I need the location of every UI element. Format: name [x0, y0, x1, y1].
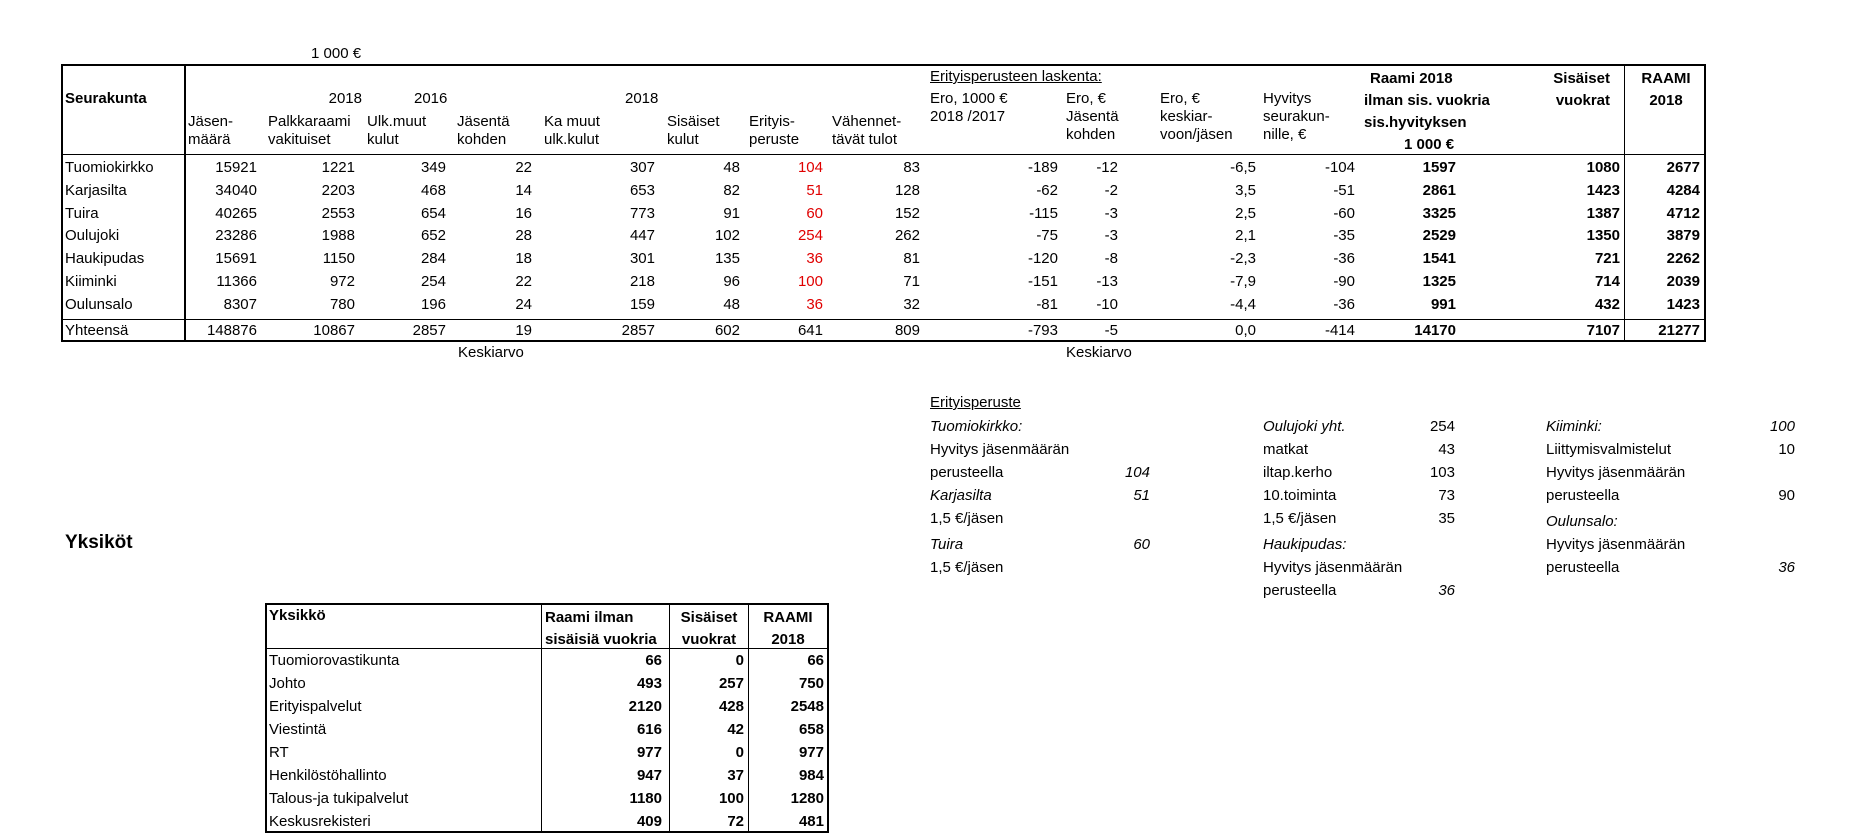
- cell-col-0: 8307: [223, 295, 257, 313]
- unit-cell-col-0: 66: [645, 652, 662, 669]
- cell-col-6: 36: [806, 295, 823, 313]
- header-raami2018: RAAMI 2018: [1641, 70, 1691, 109]
- note-text: perusteella: [930, 464, 1004, 481]
- cell-col-1: 1150: [322, 250, 355, 268]
- cell-col-11: -414: [1324, 322, 1355, 339]
- cell-col-6: 104: [797, 159, 823, 176]
- unit-cell-col-2: 2548: [790, 698, 824, 715]
- cell-col-12: 3325: [1422, 204, 1456, 222]
- cell-col-3: 16: [515, 204, 532, 222]
- cell-col-8: -62: [1036, 181, 1058, 199]
- header-kamuut: Ka muut ulk.kulut: [544, 113, 600, 148]
- unit-cell-col-1: 428: [718, 698, 744, 715]
- cell-col-5: 48: [723, 295, 740, 313]
- cell-col-11: -60: [1333, 204, 1355, 222]
- cell-col-7: 128: [894, 181, 920, 199]
- cell-col-0: 15691: [215, 250, 257, 268]
- cell-col-13: 1387: [1586, 204, 1620, 222]
- unit-cell-col-2: 481: [798, 813, 824, 830]
- header-ero1000: Ero, 1000 € 2018 /2017: [930, 90, 1008, 125]
- cell-col-9: -5: [1104, 322, 1118, 339]
- cell-col-2: 654: [420, 204, 446, 222]
- cell-col-7: 262: [894, 227, 920, 245]
- unit-cell-col-1: 0: [735, 744, 744, 761]
- note-text: Oulunsalo:: [1546, 513, 1618, 530]
- cell-col-8: -120: [1027, 250, 1058, 268]
- cell-col-6: 100: [797, 273, 823, 290]
- keskiarvo-label-2: Keskiarvo: [1066, 344, 1132, 361]
- unit-cell-col-0: 493: [636, 675, 662, 692]
- unit-cell-col-2: 1280: [790, 790, 824, 807]
- note-text: perusteella: [1263, 582, 1337, 599]
- cell-col-9: -3: [1104, 227, 1118, 245]
- cell-col-14: 4284: [1666, 181, 1700, 199]
- cell-col-8: -793: [1027, 322, 1058, 339]
- note-text: Karjasilta: [930, 487, 992, 504]
- unit-cell-col-0: 977: [636, 744, 662, 761]
- cell-col-6: 51: [806, 181, 823, 199]
- cell-col-4: 2857: [621, 322, 655, 339]
- cell-col-13: 714: [1594, 273, 1620, 290]
- cell-col-11: -35: [1333, 227, 1355, 245]
- cell-col-4: 301: [629, 250, 655, 268]
- note-text: 10.toiminta: [1263, 487, 1337, 504]
- unit-cell-col-1: 72: [727, 813, 744, 830]
- cell-col-5: 135: [714, 250, 740, 268]
- note-value: 104: [1124, 464, 1150, 481]
- cell-col-7: 83: [903, 159, 920, 176]
- cell-col-13: 1080: [1586, 159, 1620, 176]
- row-seurakunta-name: Haukipudas: [65, 250, 145, 268]
- header-vahennet: Vähennet- tävät tulot: [832, 113, 902, 148]
- unit-cell-col-2: 66: [807, 652, 824, 669]
- cell-col-5: 48: [723, 159, 740, 176]
- cell-col-10: -7,9: [1230, 273, 1256, 290]
- note-text: Hyvitys jäsenmäärän: [1546, 464, 1686, 481]
- cell-col-1: 972: [329, 273, 355, 290]
- cell-col-13: 1423: [1586, 181, 1620, 199]
- cell-col-5: 96: [723, 273, 740, 290]
- header-erityis: Erityis- peruste: [749, 113, 800, 148]
- cell-col-8: -81: [1036, 295, 1058, 313]
- header-palkkaraami: Palkkaraami vakituiset: [268, 113, 351, 148]
- cell-col-3: 28: [515, 227, 532, 245]
- note-value: 254: [1429, 418, 1455, 435]
- cell-col-4: 773: [629, 204, 655, 222]
- cell-col-12: 1597: [1422, 159, 1456, 176]
- cell-col-10: 2,5: [1235, 204, 1256, 222]
- note-value: 90: [1778, 487, 1795, 504]
- unit-cell-col-0: 2120: [628, 698, 662, 715]
- header-laskenta: Erityisperusteen laskenta:: [930, 68, 1102, 85]
- units-section-title: Yksiköt: [65, 532, 133, 553]
- header-ulkmuut: Ulk.muut kulut: [367, 113, 427, 148]
- cell-col-0: 11366: [216, 273, 257, 290]
- units-header-raami2018: RAAMI 2018: [763, 609, 813, 648]
- unit-row-name: Henkilöstöhallinto: [269, 767, 387, 784]
- units-header-yksikko: Yksikkö: [269, 607, 326, 624]
- cell-col-5: 91: [723, 204, 740, 222]
- cell-col-3: 19: [515, 322, 532, 339]
- cell-col-2: 652: [420, 227, 446, 245]
- cell-col-6: 254: [797, 227, 823, 245]
- cell-col-10: 3,5: [1235, 181, 1256, 199]
- cell-col-6: 641: [797, 322, 823, 339]
- unit-cell-col-1: 42: [727, 721, 744, 738]
- unit-cell-col-2: 984: [798, 767, 824, 784]
- note-value: 35: [1438, 510, 1455, 527]
- note-text: 1,5 €/jäsen: [1263, 510, 1337, 527]
- units-header-sisaiset: Sisäiset vuokrat: [680, 609, 738, 648]
- note-text: Haukipudas:: [1263, 536, 1347, 553]
- header-raami: Raami 2018 ilman sis. vuokria sis.hyvityksen 1 000 €: [1364, 70, 1490, 153]
- note-value: 36: [1778, 559, 1795, 576]
- cell-col-5: 602: [714, 322, 740, 339]
- cell-col-12: 14170: [1414, 322, 1456, 339]
- note-text: Kiiminki:: [1546, 418, 1602, 435]
- unit-cell-col-0: 1180: [629, 790, 662, 807]
- cell-col-13: 1350: [1586, 227, 1620, 245]
- cell-col-0: 15921: [215, 159, 257, 176]
- cell-col-1: 10867: [313, 322, 355, 339]
- cell-col-12: 1325: [1422, 273, 1456, 290]
- note-text: Hyvitys jäsenmäärän: [930, 441, 1070, 458]
- notes-title: Erityisperuste: [930, 394, 1021, 411]
- row-seurakunta-name: Karjasilta: [65, 181, 127, 199]
- cell-col-13: 721: [1594, 250, 1620, 268]
- cell-col-4: 447: [629, 227, 655, 245]
- cell-col-9: -13: [1096, 273, 1118, 290]
- cell-col-11: -36: [1333, 295, 1355, 313]
- total-row-label: Yhteensä: [65, 322, 129, 339]
- cell-col-3: 22: [515, 273, 532, 290]
- cell-col-2: 284: [420, 250, 446, 268]
- note-text: 1,5 €/jäsen: [930, 510, 1004, 527]
- cell-col-2: 196: [420, 295, 446, 313]
- cell-col-6: 60: [806, 204, 823, 222]
- cell-col-14: 21277: [1658, 322, 1700, 339]
- cell-col-1: 2553: [321, 204, 355, 222]
- cell-col-0: 23286: [215, 227, 257, 245]
- note-text: Tuomiokirkko:: [930, 418, 1023, 435]
- header-jasenta: Jäsentä kohden: [457, 113, 510, 148]
- cell-col-14: 2039: [1666, 273, 1700, 290]
- cell-col-13: 432: [1594, 295, 1620, 313]
- unit-cell-col-0: 409: [636, 813, 662, 830]
- cell-col-0: 34040: [215, 181, 257, 199]
- unit-row-name: Tuomiorovastikunta: [269, 652, 400, 669]
- cell-col-8: -115: [1029, 204, 1058, 222]
- cell-col-3: 24: [515, 295, 532, 313]
- note-text: 1,5 €/jäsen: [930, 559, 1004, 576]
- cell-col-5: 82: [723, 181, 740, 199]
- cell-col-1: 1221: [321, 159, 355, 176]
- note-value: 73: [1438, 487, 1455, 504]
- cell-col-4: 653: [629, 181, 655, 199]
- unit-cell-col-0: 616: [636, 721, 662, 738]
- cell-col-6: 36: [806, 250, 823, 268]
- unit-row-name: Keskusrekisteri: [269, 813, 371, 830]
- cell-col-4: 218: [629, 273, 655, 290]
- cell-col-9: -2: [1104, 181, 1118, 199]
- cell-col-9: -8: [1104, 250, 1118, 268]
- row-seurakunta-name: Oulujoki: [65, 227, 120, 245]
- units-header-raami: Raami ilman sisäisiä vuokria: [545, 609, 657, 648]
- unit-row-name: Viestintä: [269, 721, 327, 738]
- cell-col-7: 152: [894, 204, 920, 222]
- cell-col-5: 102: [714, 227, 740, 245]
- row-seurakunta-name: Tuomiokirkko: [65, 159, 154, 176]
- unit-row-name: Erityispalvelut: [269, 698, 362, 715]
- cell-col-3: 22: [515, 159, 532, 176]
- cell-col-8: -189: [1027, 159, 1058, 176]
- note-value: 100: [1769, 418, 1795, 435]
- note-text: Liittymisvalmistelut: [1546, 441, 1672, 458]
- cell-col-4: 307: [629, 159, 655, 176]
- note-value: 43: [1438, 441, 1455, 458]
- note-text: perusteella: [1546, 559, 1620, 576]
- cell-col-8: -75: [1036, 227, 1058, 245]
- cell-col-10: -4,4: [1230, 295, 1256, 313]
- unit-row-name: Johto: [269, 675, 306, 692]
- cell-col-14: 1423: [1666, 295, 1700, 313]
- header-hyvitys: Hyvitys seurakun- nille, €: [1263, 90, 1330, 143]
- note-value: 103: [1429, 464, 1455, 481]
- cell-col-11: -36: [1333, 250, 1355, 268]
- cell-col-14: 3879: [1666, 227, 1700, 245]
- cell-col-9: -12: [1096, 159, 1118, 176]
- cell-col-7: 81: [903, 250, 920, 268]
- cell-col-11: -104: [1324, 159, 1355, 176]
- cell-col-1: 1988: [321, 227, 355, 245]
- cell-col-0: 40265: [215, 204, 257, 222]
- note-value: 51: [1133, 487, 1150, 504]
- cell-col-3: 14: [515, 181, 532, 199]
- cell-col-12: 2529: [1422, 227, 1456, 245]
- unit-cell-col-2: 750: [798, 675, 824, 692]
- cell-col-4: 159: [629, 295, 655, 313]
- unit-row-name: RT: [269, 744, 289, 761]
- unit-cell-col-1: 0: [735, 652, 744, 669]
- cell-col-11: -90: [1333, 273, 1355, 290]
- unit-cell-col-2: 658: [798, 721, 824, 738]
- cell-col-1: 2203: [321, 181, 355, 199]
- cell-col-14: 2262: [1666, 250, 1700, 268]
- unit-cell-col-1: 37: [727, 767, 744, 784]
- header-seurakunta: Seurakunta: [65, 90, 147, 107]
- header-jasenmaara: Jäsen- määrä: [188, 113, 234, 148]
- note-text: matkat: [1263, 441, 1309, 458]
- cell-col-8: -151: [1027, 273, 1058, 290]
- note-text: perusteella: [1546, 487, 1620, 504]
- cell-col-12: 2861: [1422, 181, 1456, 199]
- keskiarvo-label-1: Keskiarvo: [458, 344, 524, 361]
- note-text: Tuira: [930, 536, 964, 553]
- unit-cell-col-0: 947: [636, 767, 662, 784]
- cell-col-7: 32: [903, 295, 920, 313]
- header-eroeur: Ero, € Jäsentä kohden: [1066, 90, 1119, 143]
- cell-col-2: 468: [420, 181, 446, 199]
- note-value: 60: [1133, 536, 1150, 553]
- cell-col-10: -6,5: [1230, 159, 1256, 176]
- unit-cell-col-2: 977: [798, 744, 824, 761]
- cell-col-12: 1541: [1422, 250, 1456, 268]
- row-seurakunta-name: Kiiminki: [65, 273, 117, 290]
- cell-col-1: 780: [329, 295, 355, 313]
- note-text: Hyvitys jäsenmäärän: [1546, 536, 1686, 553]
- row-seurakunta-name: Tuira: [65, 204, 99, 222]
- cell-col-10: 0,0: [1235, 322, 1256, 339]
- cell-col-3: 18: [515, 250, 532, 268]
- header-erokeski: Ero, € keskiar- voon/jäsen: [1160, 90, 1233, 143]
- cell-col-2: 2857: [412, 322, 446, 339]
- note-value: 36: [1438, 582, 1455, 599]
- cell-col-12: 991: [1430, 295, 1456, 313]
- unit-row-name: Talous-ja tukipalvelut: [269, 790, 409, 807]
- header-sisaiset: Sisäiset kulut: [667, 113, 720, 148]
- cell-col-10: -2,3: [1230, 250, 1256, 268]
- unit-cell-col-1: 100: [718, 790, 744, 807]
- cell-col-10: 2,1: [1235, 227, 1256, 245]
- note-value: 10: [1778, 441, 1795, 458]
- unit-cell-col-1: 257: [718, 675, 744, 692]
- cell-col-13: 7107: [1586, 322, 1620, 339]
- note-text: Hyvitys jäsenmäärän: [1263, 559, 1403, 576]
- cell-col-9: -10: [1096, 295, 1118, 313]
- cell-col-2: 254: [420, 273, 446, 290]
- cell-col-2: 349: [420, 159, 446, 176]
- unit-label: 1 000 €: [311, 45, 362, 62]
- row-seurakunta-name: Oulunsalo: [65, 295, 133, 313]
- cell-col-14: 4712: [1666, 204, 1700, 222]
- cell-col-7: 71: [903, 273, 920, 290]
- header-sisvuokrat: Sisäiset vuokrat: [1553, 70, 1610, 109]
- cell-col-0: 148876: [206, 322, 257, 339]
- cell-col-9: -3: [1104, 204, 1118, 222]
- note-text: Oulujoki yht.: [1263, 418, 1346, 435]
- cell-col-7: 809: [894, 322, 920, 339]
- note-text: iltap.kerho: [1263, 464, 1333, 481]
- cell-col-14: 2677: [1666, 159, 1700, 176]
- cell-col-11: -51: [1333, 181, 1355, 199]
